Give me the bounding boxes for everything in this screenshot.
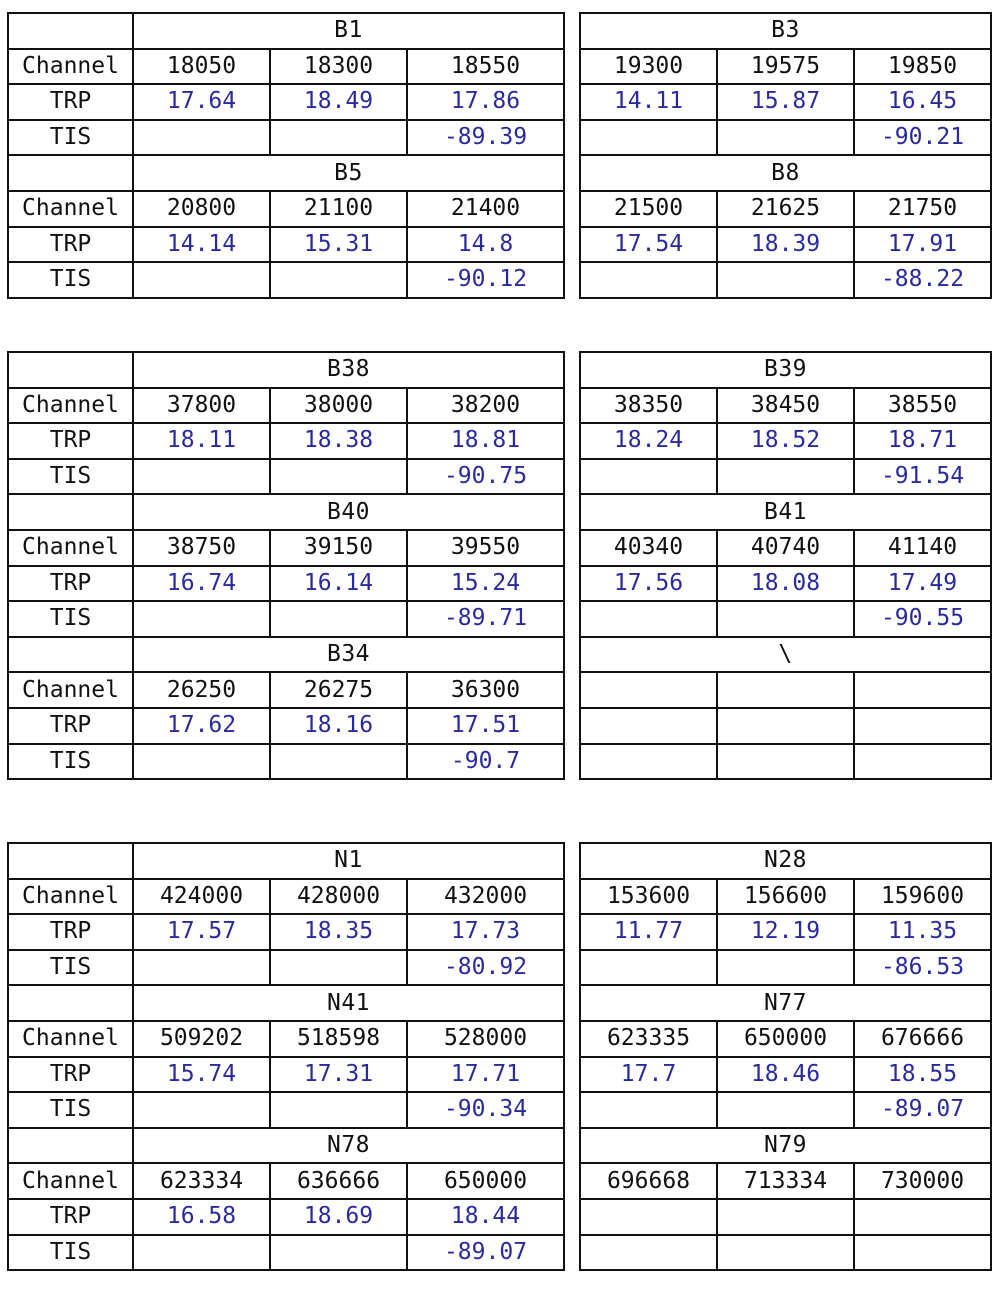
tis-value-cell: -86.53 (854, 950, 991, 986)
channel-cell: 19850 (854, 49, 991, 85)
trp-value-cell: 15.31 (270, 227, 407, 263)
channel-cell: 39550 (407, 530, 564, 566)
tis-value-cell (580, 1235, 717, 1271)
trp-value-cell: 18.35 (270, 914, 407, 950)
band-table-3 (7, 842, 992, 1271)
band-name-right: N28 (580, 843, 991, 879)
channel-cell (717, 672, 854, 708)
row-label-empty (8, 352, 133, 388)
channel-cell: 19300 (580, 49, 717, 85)
trp-value-cell: 15.24 (407, 566, 564, 602)
tis-row (8, 601, 991, 637)
trp-value-cell: 17.71 (407, 1057, 564, 1093)
band-header-row (8, 352, 991, 388)
tis-value-cell: -80.92 (407, 950, 564, 986)
row-label-channel: Channel (8, 388, 133, 424)
tis-value-cell (717, 120, 854, 156)
trp-value-cell (854, 1199, 991, 1235)
band-name-left: B40 (133, 494, 564, 530)
row-label-trp: TRP (8, 423, 133, 459)
channel-cell: 696668 (580, 1163, 717, 1199)
tis-value-cell: -91.54 (854, 459, 991, 495)
trp-row (8, 566, 991, 602)
tis-row (8, 262, 991, 298)
row-label-trp: TRP (8, 914, 133, 950)
row-label-tis: TIS (8, 601, 133, 637)
tis-value-cell: -90.21 (854, 120, 991, 156)
trp-value-cell: 18.81 (407, 423, 564, 459)
trp-value-cell: 17.64 (133, 84, 270, 120)
trp-value-cell: 11.77 (580, 914, 717, 950)
trp-value-cell: 11.35 (854, 914, 991, 950)
trp-value-cell: 17.31 (270, 1057, 407, 1093)
row-label-channel: Channel (8, 1163, 133, 1199)
channel-cell: 21750 (854, 191, 991, 227)
channel-cell: 18550 (407, 49, 564, 85)
column-divider (564, 352, 580, 779)
channel-cell: 153600 (580, 879, 717, 915)
row-label-trp: TRP (8, 708, 133, 744)
tis-value-cell (270, 459, 407, 495)
tis-value-cell: -89.07 (407, 1235, 564, 1271)
row-label-empty (8, 494, 133, 530)
band-name-left: N78 (133, 1128, 564, 1164)
channel-cell: 730000 (854, 1163, 991, 1199)
trp-value-cell: 17.73 (407, 914, 564, 950)
channel-row (8, 672, 991, 708)
row-label-empty (8, 155, 133, 191)
band-name-right: \ (580, 637, 991, 673)
trp-row (8, 423, 991, 459)
trp-row (8, 1199, 991, 1235)
band-name-left: N41 (133, 985, 564, 1021)
channel-row (8, 1163, 991, 1199)
trp-value-cell: 18.55 (854, 1057, 991, 1093)
row-label-trp: TRP (8, 1199, 133, 1235)
trp-value-cell: 18.39 (717, 227, 854, 263)
tis-value-cell (133, 601, 270, 637)
row-label-empty (8, 1128, 133, 1164)
trp-value-cell: 17.86 (407, 84, 564, 120)
band-header-row (8, 13, 991, 49)
trp-value-cell: 18.69 (270, 1199, 407, 1235)
row-label-trp: TRP (8, 84, 133, 120)
tis-value-cell (580, 601, 717, 637)
trp-value-cell: 18.24 (580, 423, 717, 459)
band-header-row (8, 155, 991, 191)
column-divider (564, 843, 580, 1270)
channel-cell: 37800 (133, 388, 270, 424)
row-label-channel: Channel (8, 530, 133, 566)
tis-value-cell (270, 1092, 407, 1128)
row-label-empty (8, 637, 133, 673)
tis-value-cell (133, 744, 270, 780)
trp-value-cell: 18.46 (717, 1057, 854, 1093)
tis-value-cell: -89.71 (407, 601, 564, 637)
channel-row (8, 191, 991, 227)
band-header-row (8, 637, 991, 673)
channel-cell: 713334 (717, 1163, 854, 1199)
tis-value-cell (580, 459, 717, 495)
channel-cell: 21500 (580, 191, 717, 227)
band-name-right: N79 (580, 1128, 991, 1164)
tis-value-cell (717, 459, 854, 495)
tis-value-cell (270, 120, 407, 156)
row-label-tis: TIS (8, 120, 133, 156)
channel-cell: 623335 (580, 1021, 717, 1057)
trp-value-cell (717, 1199, 854, 1235)
channel-cell: 40740 (717, 530, 854, 566)
trp-value-cell: 14.14 (133, 227, 270, 263)
band-header-row (8, 1128, 991, 1164)
band-table-1 (7, 12, 992, 299)
band-name-left: B5 (133, 155, 564, 191)
channel-cell: 38750 (133, 530, 270, 566)
channel-cell: 650000 (407, 1163, 564, 1199)
tis-row (8, 744, 991, 780)
channel-cell: 18050 (133, 49, 270, 85)
channel-cell: 39150 (270, 530, 407, 566)
trp-value-cell: 17.7 (580, 1057, 717, 1093)
row-label-channel: Channel (8, 1021, 133, 1057)
row-label-channel: Channel (8, 879, 133, 915)
row-label-tis: TIS (8, 262, 133, 298)
channel-cell: 650000 (717, 1021, 854, 1057)
band-table-2 (7, 351, 992, 780)
tis-value-cell (133, 120, 270, 156)
channel-cell: 41140 (854, 530, 991, 566)
trp-value-cell: 17.62 (133, 708, 270, 744)
channel-cell: 21625 (717, 191, 854, 227)
trp-value-cell: 18.11 (133, 423, 270, 459)
column-divider (564, 13, 580, 298)
tis-value-cell (133, 1092, 270, 1128)
tis-value-cell (717, 262, 854, 298)
channel-cell: 26250 (133, 672, 270, 708)
tis-value-cell (717, 744, 854, 780)
trp-value-cell: 18.16 (270, 708, 407, 744)
band-name-left: B38 (133, 352, 564, 388)
band-name-right: N77 (580, 985, 991, 1021)
row-label-empty (8, 843, 133, 879)
channel-cell: 38000 (270, 388, 407, 424)
tis-value-cell (854, 1235, 991, 1271)
trp-row (8, 227, 991, 263)
tis-value-cell (717, 601, 854, 637)
band-name-right: B8 (580, 155, 991, 191)
trp-row (8, 708, 991, 744)
channel-cell: 623334 (133, 1163, 270, 1199)
tis-value-cell (133, 262, 270, 298)
channel-cell: 26275 (270, 672, 407, 708)
channel-cell: 424000 (133, 879, 270, 915)
tis-value-cell (270, 262, 407, 298)
tis-row (8, 459, 991, 495)
channel-cell: 428000 (270, 879, 407, 915)
row-label-channel: Channel (8, 672, 133, 708)
tis-value-cell: -89.07 (854, 1092, 991, 1128)
channel-cell: 18300 (270, 49, 407, 85)
band-name-left: B34 (133, 637, 564, 673)
trp-value-cell: 17.91 (854, 227, 991, 263)
channel-cell: 21400 (407, 191, 564, 227)
row-label-empty (8, 985, 133, 1021)
row-label-empty (8, 13, 133, 49)
tis-value-cell (580, 1092, 717, 1128)
band-header-row (8, 985, 991, 1021)
band-name-right: B41 (580, 494, 991, 530)
channel-cell (854, 672, 991, 708)
trp-value-cell (580, 708, 717, 744)
band-header-row (8, 494, 991, 530)
tis-value-cell: -88.22 (854, 262, 991, 298)
channel-cell: 20800 (133, 191, 270, 227)
channel-cell: 676666 (854, 1021, 991, 1057)
trp-row (8, 1057, 991, 1093)
tis-value-cell (270, 950, 407, 986)
trp-value-cell: 18.49 (270, 84, 407, 120)
channel-cell: 159600 (854, 879, 991, 915)
trp-row (8, 914, 991, 950)
channel-cell: 636666 (270, 1163, 407, 1199)
row-label-tis: TIS (8, 950, 133, 986)
channel-cell: 518598 (270, 1021, 407, 1057)
tis-value-cell: -90.7 (407, 744, 564, 780)
band-name-right: B3 (580, 13, 991, 49)
tis-value-cell (717, 1092, 854, 1128)
trp-value-cell: 18.08 (717, 566, 854, 602)
row-label-trp: TRP (8, 566, 133, 602)
trp-value-cell: 18.44 (407, 1199, 564, 1235)
trp-value-cell: 16.14 (270, 566, 407, 602)
band-name-right: B39 (580, 352, 991, 388)
channel-cell: 21100 (270, 191, 407, 227)
tis-value-cell (580, 262, 717, 298)
trp-value-cell: 15.74 (133, 1057, 270, 1093)
channel-cell: 509202 (133, 1021, 270, 1057)
channel-cell: 19575 (717, 49, 854, 85)
tis-value-cell (717, 1235, 854, 1271)
row-label-tis: TIS (8, 1235, 133, 1271)
tis-value-cell: -90.34 (407, 1092, 564, 1128)
tis-value-cell (580, 744, 717, 780)
trp-value-cell: 17.51 (407, 708, 564, 744)
band-name-left: N1 (133, 843, 564, 879)
channel-cell: 38550 (854, 388, 991, 424)
band-name-left: B1 (133, 13, 564, 49)
trp-value-cell (580, 1199, 717, 1235)
trp-value-cell: 16.74 (133, 566, 270, 602)
trp-value-cell: 18.38 (270, 423, 407, 459)
trp-value-cell (717, 708, 854, 744)
tis-value-cell: -90.55 (854, 601, 991, 637)
trp-value-cell: 17.57 (133, 914, 270, 950)
tis-value-cell (133, 1235, 270, 1271)
trp-value-cell: 16.45 (854, 84, 991, 120)
trp-row (8, 84, 991, 120)
tis-value-cell (854, 744, 991, 780)
trp-value-cell: 17.56 (580, 566, 717, 602)
tis-value-cell (580, 120, 717, 156)
trp-value-cell: 12.19 (717, 914, 854, 950)
tis-value-cell: -90.75 (407, 459, 564, 495)
trp-value-cell: 14.8 (407, 227, 564, 263)
band-header-row (8, 843, 991, 879)
channel-cell: 528000 (407, 1021, 564, 1057)
row-label-channel: Channel (8, 49, 133, 85)
channel-row (8, 530, 991, 566)
tis-row (8, 1092, 991, 1128)
channel-cell: 38350 (580, 388, 717, 424)
trp-value-cell: 17.49 (854, 566, 991, 602)
row-label-channel: Channel (8, 191, 133, 227)
row-label-tis: TIS (8, 459, 133, 495)
row-label-trp: TRP (8, 1057, 133, 1093)
tis-row (8, 120, 991, 156)
trp-value-cell: 14.11 (580, 84, 717, 120)
tis-value-cell (133, 950, 270, 986)
trp-value-cell: 17.54 (580, 227, 717, 263)
tis-value-cell: -89.39 (407, 120, 564, 156)
tis-value-cell (133, 459, 270, 495)
trp-value-cell: 18.52 (717, 423, 854, 459)
channel-row (8, 49, 991, 85)
channel-row (8, 1021, 991, 1057)
trp-value-cell: 15.87 (717, 84, 854, 120)
channel-cell: 38200 (407, 388, 564, 424)
channel-row (8, 879, 991, 915)
tis-value-cell (270, 1235, 407, 1271)
channel-cell: 156600 (717, 879, 854, 915)
trp-value-cell: 16.58 (133, 1199, 270, 1235)
channel-cell: 432000 (407, 879, 564, 915)
tis-row (8, 950, 991, 986)
tis-value-cell (270, 601, 407, 637)
row-label-trp: TRP (8, 227, 133, 263)
tis-value-cell (717, 950, 854, 986)
row-label-tis: TIS (8, 744, 133, 780)
tis-value-cell: -90.12 (407, 262, 564, 298)
tis-value-cell (270, 744, 407, 780)
trp-value-cell: 18.71 (854, 423, 991, 459)
channel-cell: 38450 (717, 388, 854, 424)
channel-cell: 36300 (407, 672, 564, 708)
channel-cell: 40340 (580, 530, 717, 566)
channel-row (8, 388, 991, 424)
tis-value-cell (580, 950, 717, 986)
tis-row (8, 1235, 991, 1271)
row-label-tis: TIS (8, 1092, 133, 1128)
trp-value-cell (854, 708, 991, 744)
channel-cell (580, 672, 717, 708)
